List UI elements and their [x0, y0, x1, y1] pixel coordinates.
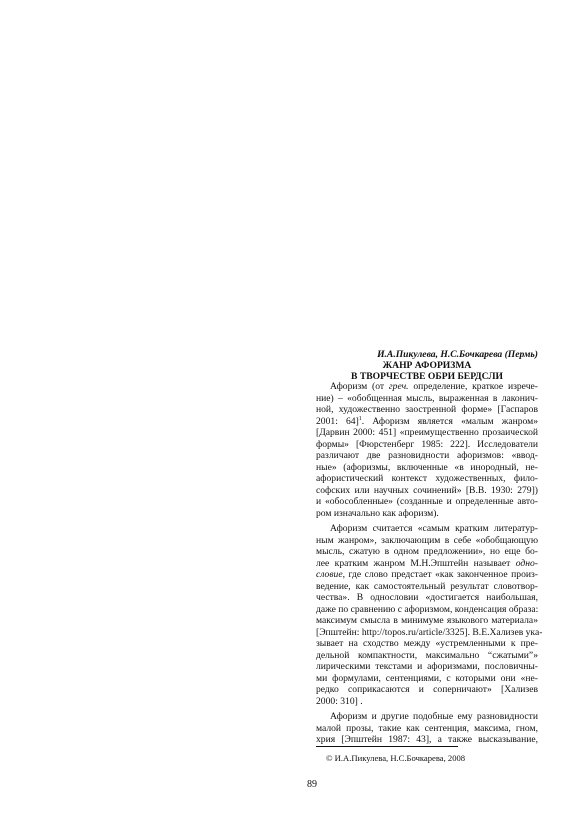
text-line: [Эпштейн: http://topos.ru/article/3325]. В.Е.Хализев ука- — [316, 626, 543, 638]
text-line: 2000: 310] . — [316, 695, 363, 707]
text-line: максимум смысла в минимуме языкового материала» — [316, 615, 538, 626]
title-line-2: В ТВОРЧЕСТВЕ ОБРИ БЕРДСЛИ — [351, 371, 503, 382]
text-line: лирическими текстами и афоризмами, пословичны- — [316, 661, 538, 672]
text-line: мысль, сжатую в одном предложении», но еще бо- — [316, 546, 538, 557]
page-number: 89 — [307, 779, 317, 790]
text-line: лее кратким жанром М.Н.Эпштейн называет одно- — [316, 557, 538, 569]
text-line: софских или научных сочинений» [В.В. 1930: 279]) — [316, 484, 538, 496]
text-line: Афоризм (от греч. определение, краткое изрече- — [330, 381, 538, 392]
text-line: ной, художественно заостренной форме» [Гаспаров — [316, 404, 538, 415]
text-line: чества». В однословии «достигается наибольшая, — [316, 592, 538, 603]
text-line: словие, где слово предстает «как законченное произ- — [316, 569, 538, 580]
text-line: различают две разновидности афоризмов: «ввод- — [316, 450, 538, 461]
text-line: Афоризм и другие подобные ему разновидности — [330, 711, 538, 722]
text-line: 2001: 64]$^1$. Афоризм является «малым жанром» — [316, 415, 538, 427]
copyright-footnote: © И.А.Пикулева, Н.С.Бочкарева, 2008 — [326, 753, 466, 763]
text-line: малой прозы, такие как сентенция, максима, гном, — [316, 722, 538, 734]
text-line: [Дарвин 2000: 451] «преимущественно прозаической — [316, 427, 538, 438]
text-line: хрия [Эпштейн 1987: 43], а также высказывание, — [316, 734, 538, 745]
title-line-1: ЖАНР АФОРИЗМА — [382, 360, 472, 371]
text-line: формы» [Фюрстенберг 1985: 222]. Исследователи — [316, 438, 538, 450]
article-body — [316, 381, 543, 746]
text-line: Афоризм считается «самым кратким литератур- — [330, 523, 538, 534]
text-line: ми формулами, сентенциями, с которыми они «не- — [316, 672, 538, 684]
article-title — [316, 360, 538, 382]
text-line: ведение, как самостоятельный результат словотвор- — [316, 580, 538, 592]
article-authors: И.А.Пикулева, Н.С.Бочкарева (Пермь) — [377, 349, 538, 360]
text-line: редко соприкасаются и соперничают» [Хализев — [316, 684, 538, 695]
text-line: ные» (афоризмы, включенные «в инородный, не- — [316, 461, 538, 473]
text-line: ние) – «обобщенная мысль, выраженная в лаконич- — [316, 392, 538, 404]
text-line: афористический контекст художественных, фило- — [316, 473, 538, 484]
text-line: дельной компактности, максимально “сжатыми”» — [316, 649, 538, 661]
text-line: даже по сравнению с афоризмом, конденсация образа: — [316, 603, 539, 615]
footnote-divider — [316, 746, 458, 747]
text-line: зывает на сходство между «устремленными к пре- — [316, 638, 538, 649]
footnote-marker: 1 — [358, 415, 362, 422]
text-line: ным жанром», заключающим в себе «обобщающую — [316, 534, 538, 546]
text-line: и «обособленные» (созданные и определенные авто- — [316, 496, 538, 507]
text-line: ром изначально как афоризм). — [316, 507, 439, 519]
